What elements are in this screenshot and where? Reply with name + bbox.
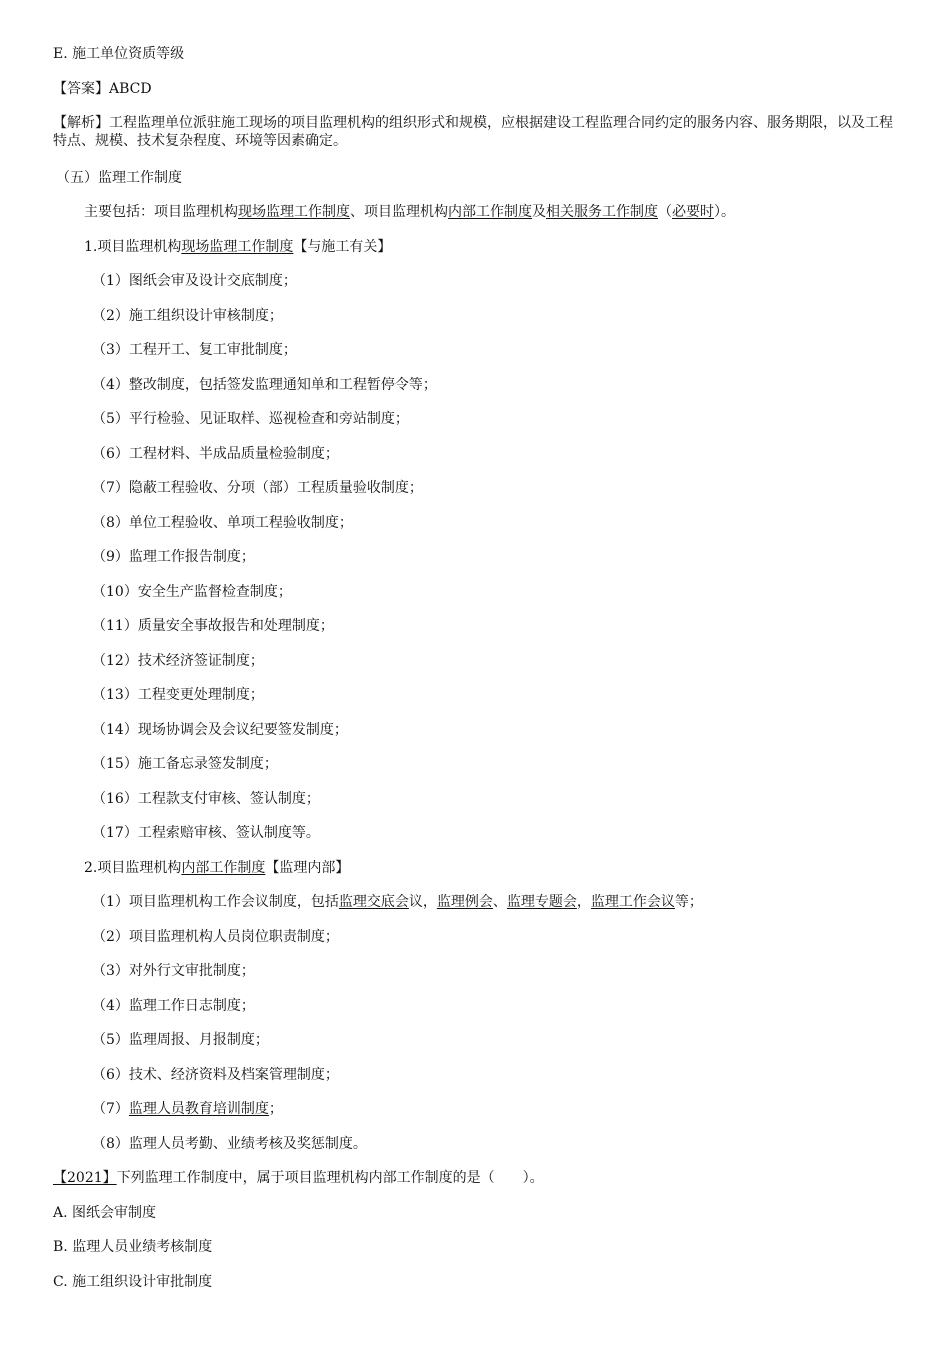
list-item: （4）监理工作日志制度； bbox=[92, 998, 255, 1014]
list-item: （8）单位工程验收、单项工程验收制度； bbox=[92, 515, 353, 531]
list-item: （10）安全生产监督检查制度； bbox=[92, 584, 292, 600]
list-item: （11）质量安全事故报告和处理制度； bbox=[92, 618, 334, 634]
list-item: （7）隐蔽工程验收、分项（部）工程质量验收制度； bbox=[92, 480, 423, 496]
list-item: （2）项目监理机构人员岗位职责制度； bbox=[92, 929, 339, 945]
list-item: （3）对外行文审批制度； bbox=[92, 963, 255, 979]
section-title: （五）监理工作制度 bbox=[56, 170, 182, 186]
list-item: （8）监理人员考勤、业绩考核及奖惩制度。 bbox=[92, 1136, 367, 1152]
option-c: C. 施工组织设计审批制度 bbox=[53, 1274, 213, 1290]
analysis-paragraph bbox=[53, 114, 893, 150]
list-item: （9）监理工作报告制度； bbox=[92, 549, 255, 565]
option-a: A. 图纸会审制度 bbox=[53, 1205, 157, 1221]
analysis-label: 【解析】 bbox=[53, 115, 109, 131]
list-item: （2）施工组织设计审核制度； bbox=[92, 308, 283, 324]
list-item: （6）技术、经济资料及档案管理制度； bbox=[92, 1067, 339, 1083]
answer-line: 【答案】ABCD bbox=[53, 81, 152, 97]
list-item: （1）图纸会审及设计交底制度； bbox=[92, 273, 297, 289]
list-item: （15）施工备忘录签发制度； bbox=[92, 756, 278, 772]
list-item: （5）平行检验、见证取样、巡视检查和旁站制度； bbox=[92, 411, 409, 427]
subheading-1: 1.项目监理机构现场监理工作制度【与施工有关】 bbox=[84, 239, 392, 255]
list-item: （1）项目监理机构工作会议制度，包括监理交底会议，监理例会、监理专题会，监理工作会议等； bbox=[92, 894, 703, 910]
analysis-text: 工程监理单位派驻施工现场的项目监理机构的组织形式和规模，应根据建设工程监理合同约定的服务内容、服务期限，以及工程特点、规模、技术复杂程度、环境等因素确定。 bbox=[53, 115, 893, 149]
option-e: E. 施工单位资质等级 bbox=[53, 46, 185, 62]
question-year: 【2021】 bbox=[53, 1170, 117, 1186]
list-item: （16）工程款支付审核、签认制度； bbox=[92, 791, 320, 807]
question-text: 下列监理工作制度中，属于项目监理机构内部工作制度的是（ ）。 bbox=[116, 1170, 544, 1186]
list-item: （12）技术经济签证制度； bbox=[92, 653, 264, 669]
option-b: B. 监理人员业绩考核制度 bbox=[53, 1239, 213, 1255]
list-item: （6）工程材料、半成品质量检验制度； bbox=[92, 446, 339, 462]
list-item: （7）监理人员教育培训制度； bbox=[92, 1101, 283, 1117]
list-item: （14）现场协调会及会议纪要签发制度； bbox=[92, 722, 348, 738]
intro-line: 主要包括：项目监理机构现场监理工作制度、项目监理机构内部工作制度及相关服务工作制度（必要时）。 bbox=[84, 204, 735, 220]
list-item: （17）工程索赔审核、签认制度等。 bbox=[92, 825, 320, 841]
list-item: （13）工程变更处理制度； bbox=[92, 687, 264, 703]
list-item: （5）监理周报、月报制度； bbox=[92, 1032, 269, 1048]
question-stem bbox=[53, 1169, 544, 1187]
list-item: （3）工程开工、复工审批制度； bbox=[92, 342, 297, 358]
subheading-2: 2.项目监理机构内部工作制度【监理内部】 bbox=[84, 860, 350, 876]
list-item: （4）整改制度，包括签发监理通知单和工程暂停令等； bbox=[92, 377, 437, 393]
